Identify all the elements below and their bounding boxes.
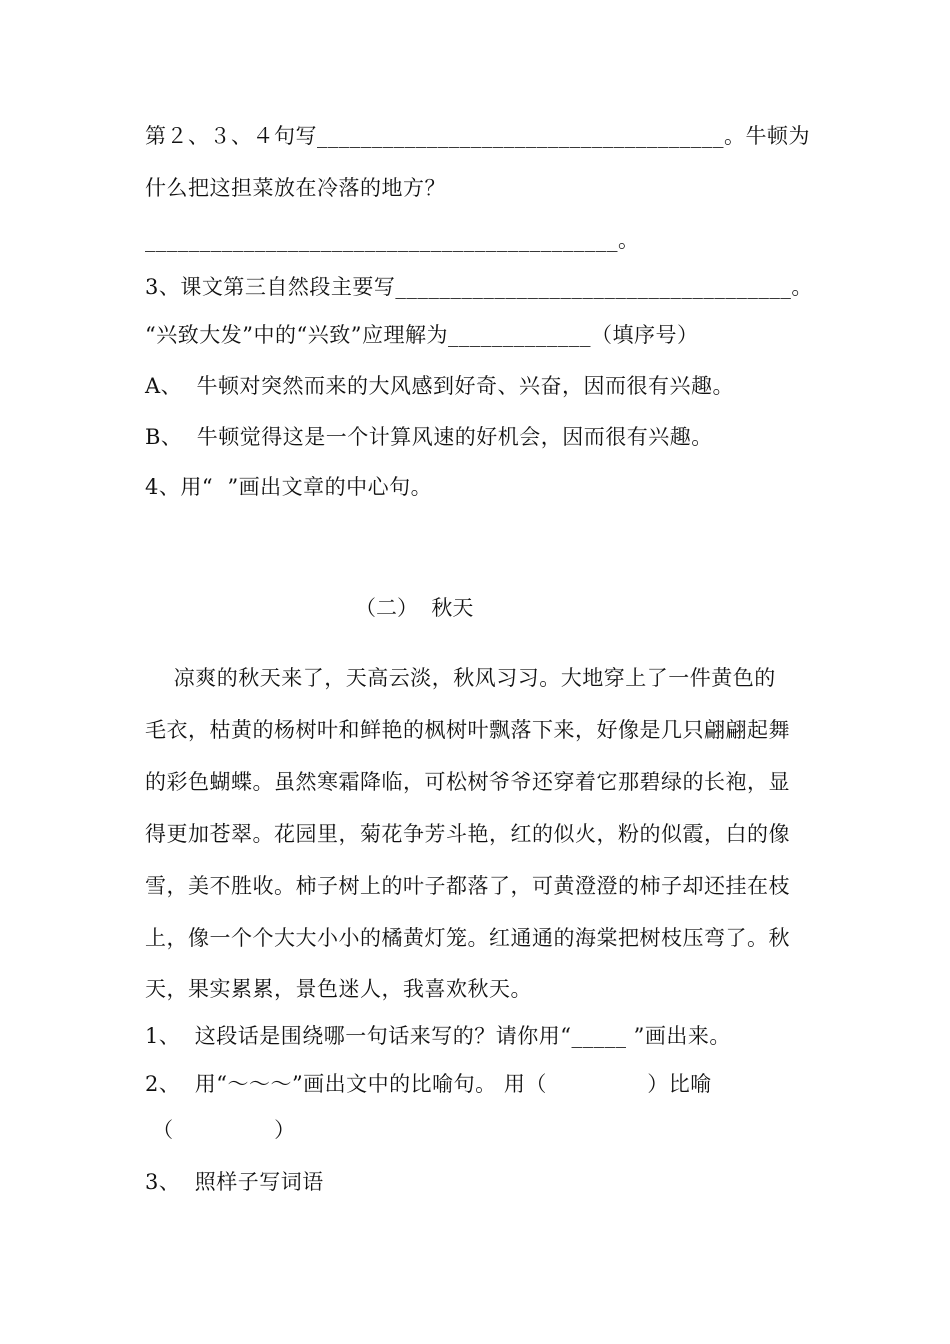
q2-answer-line: ___________________________________________。 — [145, 228, 640, 252]
passage-line-3: 的彩色蝴蝶。虽然寒霜降临，可松树爷爷还穿着它那碧绿的长袍，显 — [145, 770, 790, 794]
q2-line-1: 第２、３、４句写_____________________________________。牛顿为 — [145, 124, 810, 148]
q2-line-2: 什么把这担菜放在冷落的地方？ — [145, 176, 446, 200]
section2-question-1: 1、 这段话是围绕哪一句话来写的？请你用“_____ ”画出来。 — [145, 1024, 731, 1048]
section2-question-2: 2、 用“～～～”画出文中的比喻句。 用（ ）比喻 — [145, 1072, 712, 1096]
q4-question: 4、用“ ”画出文章的中心句。 — [145, 475, 433, 499]
q3-option-a: A、 牛顿对突然而来的大风感到好奇、兴奋，因而很有兴趣。 — [145, 374, 735, 398]
passage-line-6: 上，像一个个大大小小的橘黄灯笼。红通通的海棠把树枝压弯了。秋 — [145, 926, 790, 950]
section2-question-3: 3、 照样子写词语 — [145, 1170, 324, 1194]
section-title: （二） 秋天 — [355, 596, 474, 620]
passage-line-7: 天，果实累累，景色迷人，我喜欢秋天。 — [145, 977, 532, 1001]
q3-interest-question: “兴致大发”中的“兴致”应理解为_____________（填序号） — [145, 323, 699, 347]
q3-main-question: 3、课文第三自然段主要写____________________________________。 — [145, 275, 813, 299]
passage-line-1: 凉爽的秋天来了，天高云淡，秋风习习。大地穿上了一件黄色的 — [145, 666, 776, 690]
passage-line-4: 得更加苍翠。花园里，菊花争芳斗艳，红的似火，粉的似霞，白的像 — [145, 822, 790, 846]
passage-line-5: 雪，美不胜收。柿子树上的叶子都落了，可黄澄澄的柿子却还挂在枝 — [145, 874, 790, 898]
passage-line-2: 毛衣，枯黄的杨树叶和鲜艳的枫树叶飘落下来，好像是几只翩翩起舞 — [145, 718, 790, 742]
section2-question-2-cont: （ ） — [145, 1118, 296, 1142]
q3-option-b: B、 牛顿觉得这是一个计算风速的好机会，因而很有兴趣。 — [145, 425, 713, 449]
